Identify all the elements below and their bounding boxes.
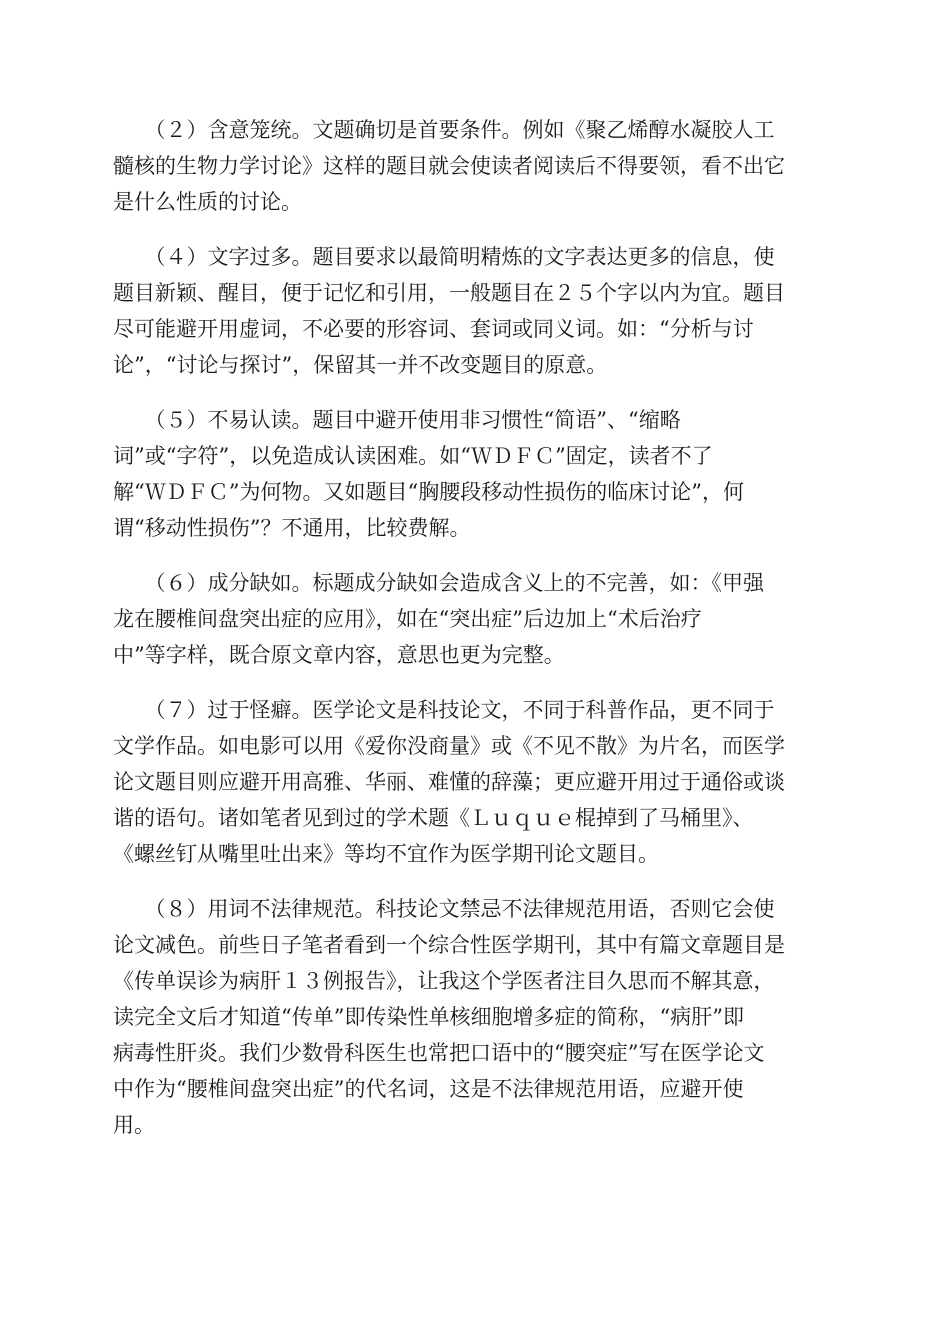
paragraph-5-hard-to-read — [113, 402, 833, 546]
paragraph-6-missing-components — [113, 565, 833, 673]
text-line: 《传单误诊为病肝１３例报告》，让我这个学医者注目久思而不解其意， — [113, 969, 775, 993]
text-line: 用。 — [113, 1113, 155, 1137]
paragraph-8-nonstandard-wording — [113, 891, 833, 1143]
text-line: （７）过于怪癖。医学论文是科技论文，不同于科普作品，更不同于 — [113, 698, 775, 722]
text-line: 谐的语句。诸如笔者见到过的学术题《Ｌｕｑｕｅ棍掉到了马桶里》、 — [113, 806, 754, 830]
text-line: 论文减色。前些日子笔者看到一个综合性医学期刊，其中有篇文章题目是 — [113, 933, 785, 957]
text-line: 中作为“腰椎间盘突出症”的代名词，这是不法律规范用语，应避开使 — [113, 1077, 744, 1101]
paragraph-4-too-many-words — [113, 239, 833, 383]
text-line: （５）不易认读。题目中避开使用非习惯性“简语”、“缩略 — [113, 408, 681, 432]
text-line: 病毒性肝炎。我们少数骨科医生也常把口语中的“腰突症”写在医学论文 — [113, 1041, 765, 1065]
text-line: 题目新颖、醒目，便于记忆和引用，一般题目在２５个字以内为宜。题目 — [113, 281, 785, 305]
document-page — [113, 112, 833, 1162]
text-line: 读完全文后才知道“传单”即传染性单核细胞增多症的简称，“病肝”即 — [113, 1005, 744, 1029]
text-line: 词”或“字符”，以免造成认读困难。如“ＷＤＦＣ”固定，读者不了 — [113, 444, 713, 468]
text-line: 龙在腰椎间盘突出症的应用》，如在“突出症”后边加上“术后治疗 — [113, 607, 702, 631]
text-line: 论”，“讨论与探讨”，保留其一并不改变题目的原意。 — [113, 353, 608, 377]
text-line: （６）成分缺如。标题成分缺如会造成含义上的不完善，如：《甲强 — [113, 571, 764, 595]
text-line: 文学作品。如电影可以用《爱你没商量》或《不见不散》为片名，而医学 — [113, 734, 785, 758]
text-line: 髓核的生物力学讨论》这样的题目就会使读者阅读后不得要领，看不出它 — [113, 154, 785, 178]
text-line: 尽可能避开用虚词，不必要的形容词、套词或同义词。如：“分析与讨 — [113, 317, 754, 341]
text-line: 论文题目则应避开用高雅、华丽、难懂的辞藻；更应避开用过于通俗或谈 — [113, 770, 785, 794]
text-line: 解“ＷＤＦＣ”为何物。又如题目“胸腰段移动性损伤的临床讨论”，何 — [113, 480, 744, 504]
text-line: 谓“移动性损伤”？不通用，比较费解。 — [113, 516, 471, 540]
paragraph-2-vague-meaning — [113, 112, 833, 220]
text-line: 是什么性质的讨论。 — [113, 190, 302, 214]
text-line: （８）用词不法律规范。科技论文禁忌不法律规范用语，否则它会使 — [113, 897, 775, 921]
text-line: 中”等字样，既合原文章内容，意思也更为完整。 — [113, 643, 565, 667]
text-line: （２）含意笼统。文题确切是首要条件。例如《聚乙烯醇水凝胶人工 — [113, 118, 775, 142]
text-line: （４）文字过多。题目要求以最简明精炼的文字表达更多的信息，使 — [113, 245, 775, 269]
text-line: 《螺丝钉从嘴里吐出来》等均不宜作为医学期刊论文题目。 — [113, 842, 659, 866]
paragraph-7-too-eccentric — [113, 692, 833, 872]
